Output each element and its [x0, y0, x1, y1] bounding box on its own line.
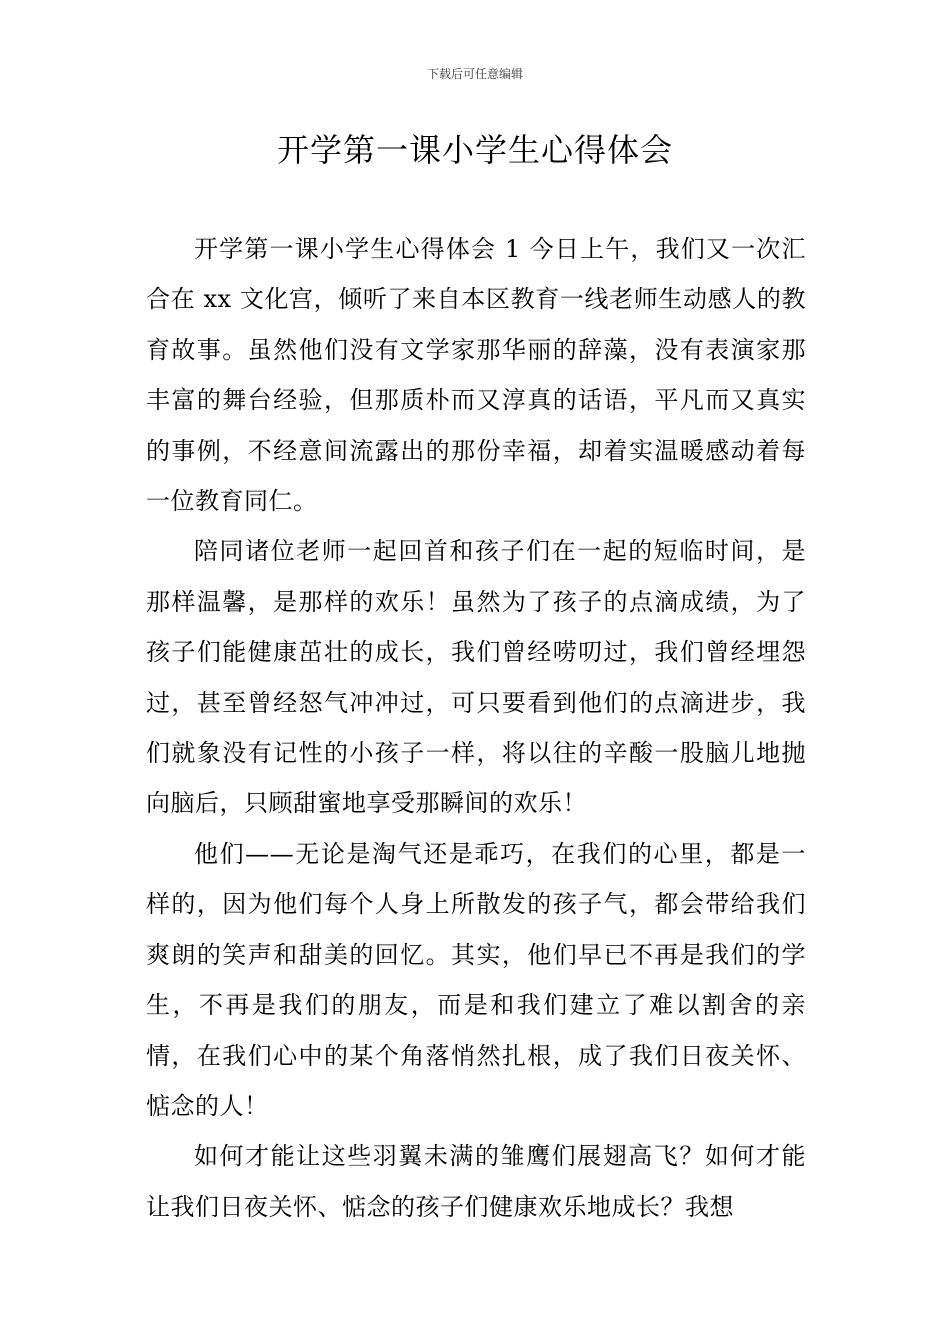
paragraph-2: 陪同诸位老师一起回首和孩子们在一起的短临时间，是那样温馨，是那样的欢乐！虽然为了孩子的点滴成绩，为了孩子们能健康茁壮的成长，我们曾经唠叨过，我们曾经埋怨过，甚至曾经怒气冲冲过，可只要看到他们的点滴进步，我们就象没有记性的小孩子一样，将以往的辛酸一股脑儿地抛向脑后，只顾甜蜜地享受那瞬间的欢乐！ — [146, 537, 806, 818]
document-body — [146, 224, 806, 1232]
document-title: 开学第一课小学生心得体会 — [276, 131, 673, 169]
paragraph-1: 开学第一课小学生心得体会 1 今日上午，我们又一次汇合在 xx 文化宫，倾听了来自本区教育一线老师生动感人的教育故事。虽然他们没有文学家那华丽的辞藻，没有表演家那丰富的舞台经验，但那质朴而又淳真的话语，平凡而又真实的事例，不经意间流露出的那份幸福，却着实温暖感动着每一位教育同仁。 — [146, 235, 806, 516]
header-note: 下载后可任意编辑 — [426, 67, 523, 81]
paragraph-4: 如何才能让这些羽翼未满的雏鹰们展翅高飞？如何才能让我们日夜关怀、惦念的孩子们健康欢乐地成长？我想 — [146, 1142, 806, 1221]
paragraph-3: 他们——无论是淘气还是乖巧，在我们的心里，都是一样的，因为他们每个人身上所散发的孩子气，都会带给我们爽朗的笑声和甜美的回忆。其实，他们早已不再是我们的学生，不再是我们的朋友，而是和我们建立了难以割舍的亲情，在我们心中的某个角落悄然扎根，成了我们日夜关怀、惦念的人！ — [146, 839, 806, 1120]
